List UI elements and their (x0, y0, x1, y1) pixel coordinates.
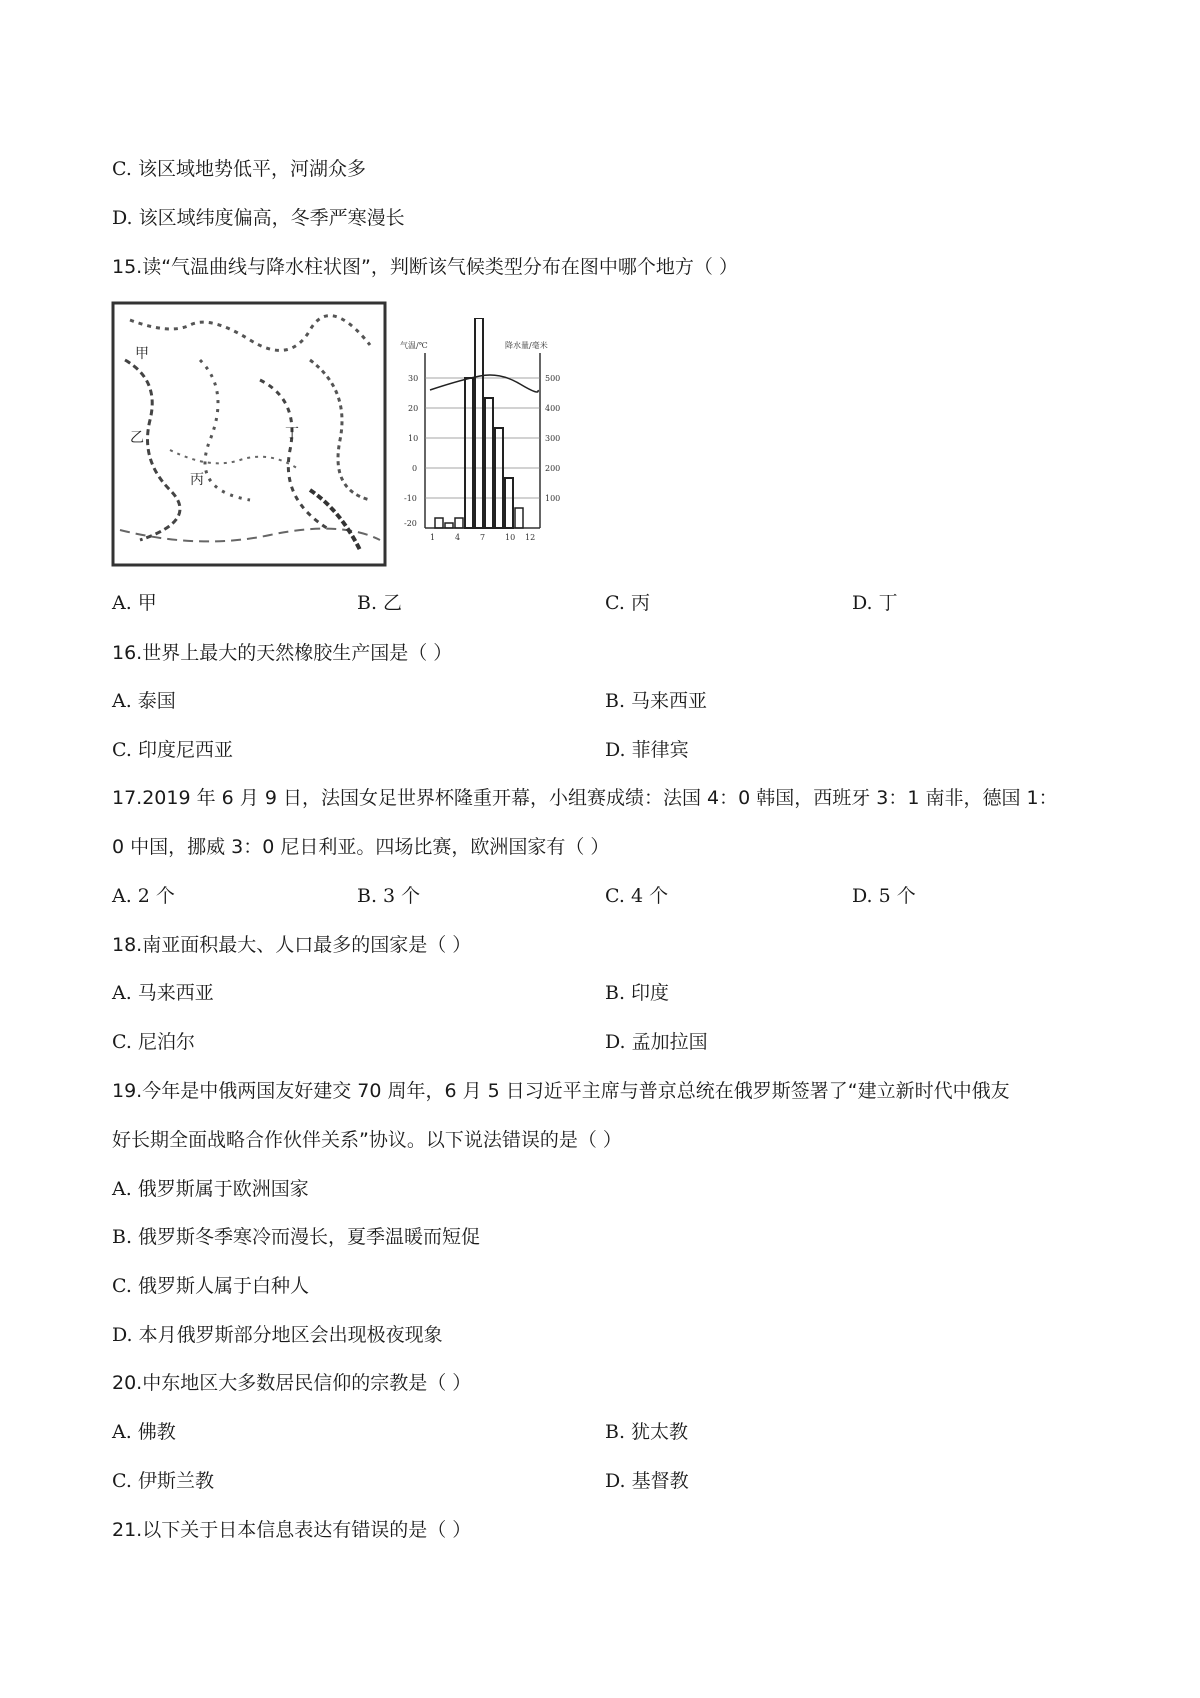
q19-option-a: A. 俄罗斯属于欧洲国家 (112, 1178, 309, 1200)
question-19-line-1: 19.今年是中俄两国友好建交 70 周年，6 月 5 日习近平主席与普京总统在俄罗斯签署了“建立新时代中俄友 (112, 1080, 1010, 1102)
question-19-line-2: 好长期全面战略合作伙伴关系”协议。以下说法错误的是（ ） (112, 1129, 622, 1151)
q16-option-b: B. 马来西亚 (605, 690, 708, 712)
q20-option-a: A. 佛教 (112, 1421, 176, 1443)
q15-option-b: B. 乙 (357, 592, 403, 614)
question-15: 15.读“气温曲线与降水柱状图”，判断该气候类型分布在图中哪个地方（ ） (112, 256, 738, 278)
q19-option-c: C. 俄罗斯人属于白种人 (112, 1275, 309, 1297)
question-17-line-2: 0 中国，挪威 3：0 尼日利亚。四场比赛，欧洲国家有（ ） (112, 836, 610, 858)
chart-y-right-title: 降水量/毫米 (505, 341, 548, 350)
tick-x-1: 4 (455, 533, 461, 542)
climate-figure (110, 300, 580, 570)
tick-right-1: 400 (545, 404, 561, 413)
tick-x-2: 7 (480, 533, 486, 542)
q18-option-b: B. 印度 (605, 982, 670, 1004)
question-20: 20.中东地区大多数居民信仰的宗教是（ ） (112, 1372, 472, 1394)
tick-right-0: 500 (545, 374, 561, 383)
q16-option-c: C. 印度尼西亚 (112, 739, 233, 761)
tick-right-2: 300 (545, 434, 561, 443)
tick-left-2: 10 (408, 434, 419, 443)
tick-left-5: -20 (404, 519, 417, 528)
q19-option-d: D. 本月俄罗斯部分地区会出现极夜现象 (112, 1324, 443, 1346)
q16-option-d: D. 菲律宾 (605, 739, 689, 761)
question-18: 18.南亚面积最大、人口最多的国家是（ ） (112, 934, 472, 956)
map-label-bing: 丙 (190, 472, 204, 488)
chart-y-left-title: 气温/℃ (400, 341, 428, 350)
option-d-prev: D. 该区域纬度偏高，冬季严寒漫长 (112, 207, 405, 229)
q20-option-b: B. 犹太教 (605, 1421, 689, 1443)
climate-chart (400, 318, 580, 568)
tick-left-3: 0 (412, 464, 418, 473)
option-c-prev: C. 该区域地势低平，河湖众多 (112, 158, 366, 180)
question-16: 16.世界上最大的天然橡胶生产国是（ ） (112, 642, 453, 664)
q18-option-a: A. 马来西亚 (112, 982, 214, 1004)
q18-option-d: D. 孟加拉国 (605, 1031, 708, 1053)
map-label-jia: 甲 (135, 346, 149, 362)
q16-option-a: A. 泰国 (112, 690, 176, 712)
map-label-ding: 丁 (285, 426, 299, 442)
q15-option-c: C. 丙 (605, 592, 650, 614)
question-17-line-1: 17.2019 年 6 月 9 日，法国女足世界杯隆重开幕，小组赛成绩：法国 4：0 韩国，西班牙 3：1 南非，德国 1： (112, 787, 1058, 809)
q17-option-b: B. 3 个 (357, 885, 421, 907)
q15-option-a: A. 甲 (112, 592, 157, 614)
tick-x-4: 12 (525, 533, 536, 542)
q17-option-a: A. 2 个 (112, 885, 175, 907)
q18-option-c: C. 尼泊尔 (112, 1031, 195, 1053)
q17-option-c: C. 4 个 (605, 885, 669, 907)
tick-left-1: 20 (408, 404, 419, 413)
tick-x-0: 1 (430, 533, 436, 542)
q17-option-d: D. 5 个 (852, 885, 916, 907)
tick-right-3: 200 (545, 464, 561, 473)
tick-left-0: 30 (408, 374, 419, 383)
region-map (110, 300, 388, 568)
tick-left-4: -10 (404, 494, 417, 503)
map-label-yi: 乙 (130, 430, 144, 446)
q15-option-d: D. 丁 (852, 592, 898, 614)
tick-x-3: 10 (505, 533, 516, 542)
tick-right-4: 100 (545, 494, 561, 503)
q20-option-d: D. 基督教 (605, 1470, 689, 1492)
q19-option-b: B. 俄罗斯冬季寒冷而漫长，夏季温暖而短促 (112, 1226, 481, 1248)
question-21: 21.以下关于日本信息表达有错误的是（ ） (112, 1519, 472, 1541)
q20-option-c: C. 伊斯兰教 (112, 1470, 214, 1492)
